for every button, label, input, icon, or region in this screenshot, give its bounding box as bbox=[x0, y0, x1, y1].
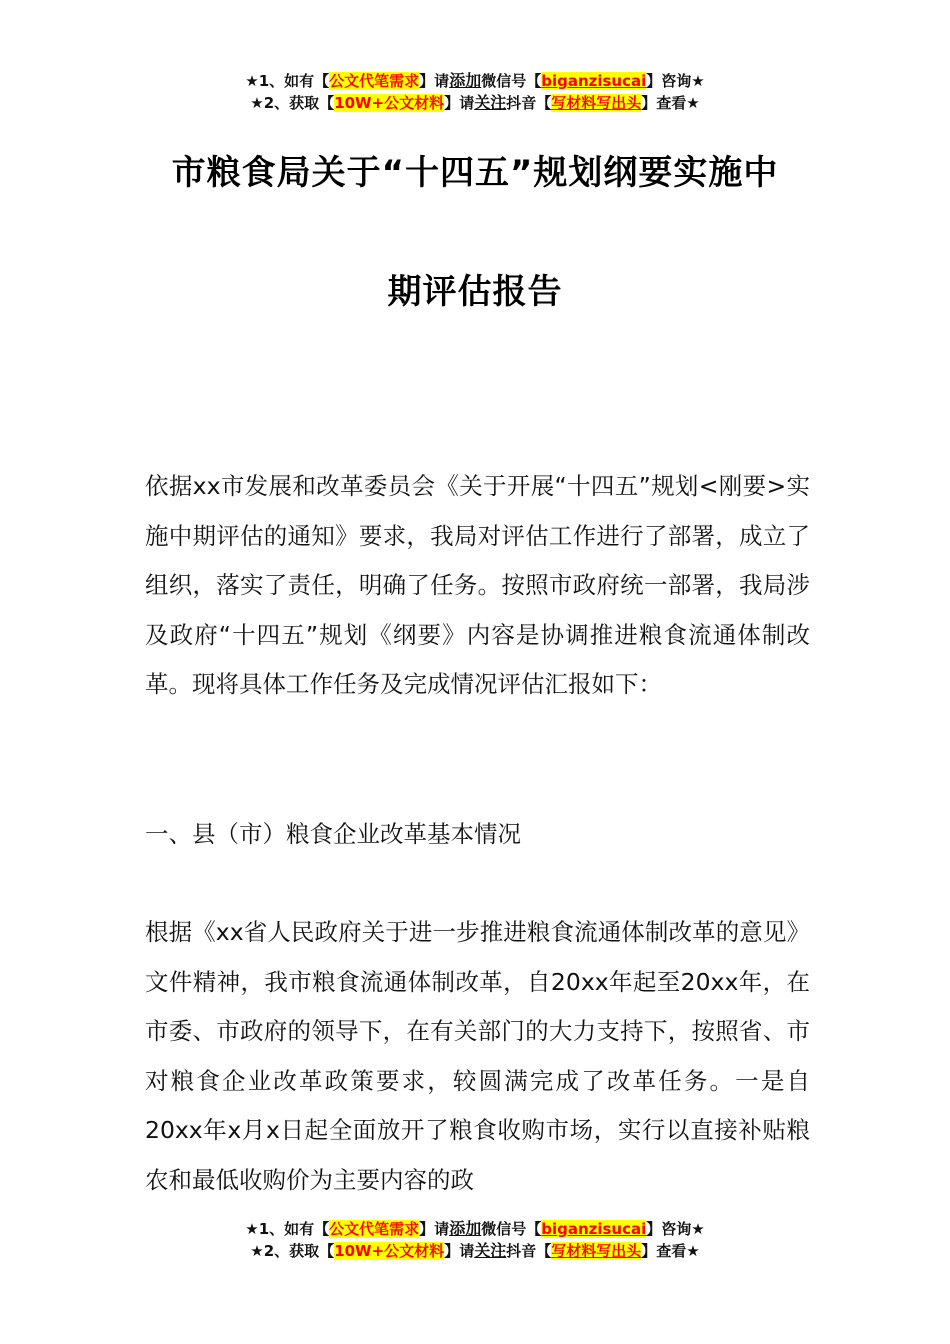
promo-text: 】咨询★ bbox=[646, 72, 705, 90]
promo-underlined: 添加 bbox=[449, 71, 482, 90]
promo-text: 】咨询★ bbox=[646, 1220, 705, 1238]
section-heading-1: 一、县（市）粮食企业改革基本情况 bbox=[145, 820, 521, 848]
promo-text: 微信号【 bbox=[481, 1220, 542, 1238]
promo-underlined: 关注 bbox=[474, 93, 507, 112]
promo-highlight: 公文代笔需求 bbox=[329, 72, 420, 90]
promo-wechat-id: biganzisucai bbox=[541, 72, 647, 90]
promo-line-2 bbox=[0, 1240, 950, 1262]
promo-text: 】请 bbox=[419, 1220, 450, 1238]
promo-text: 】查看★ bbox=[641, 1242, 700, 1260]
promo-text: 抖音【 bbox=[506, 94, 552, 112]
promo-text: 微信号【 bbox=[481, 72, 542, 90]
promo-highlight: 10W+公文材料 bbox=[334, 94, 445, 112]
paragraph-section-1: 根据《xx省人民政府关于进一步推进粮食流通体制改革的意见》文件精神，我市粮食流通体制改革，自20xx年起至20xx年，在市委、市政府的领导下，在有关部门的大力支持下，按照省、市对粮食企业改革政策要求，较圆满完成了改革任务。一是自20xx年x月x日起全面放开了粮食收购市场，实行以直接补贴粮农和最低收购价为主要内容的政 bbox=[145, 918, 810, 1194]
promo-underlined: 关注 bbox=[474, 1241, 507, 1260]
promo-highlight: 公文代笔需求 bbox=[329, 1220, 420, 1238]
promo-text: 】查看★ bbox=[641, 94, 700, 112]
promo-banner-top bbox=[0, 70, 950, 114]
promo-text: ★2、获取【 bbox=[250, 1242, 335, 1260]
document-title-line-1: 市粮食局关于“十四五”规划纲要实施中 bbox=[171, 153, 779, 193]
promo-text: 】请 bbox=[444, 94, 475, 112]
promo-text: ★1、如有【 bbox=[245, 72, 330, 90]
promo-underlined: 添加 bbox=[449, 1219, 482, 1238]
promo-text: 】请 bbox=[444, 1242, 475, 1260]
promo-douyin-id: 写材料写出头 bbox=[551, 94, 642, 112]
paragraph-intro: 依据xx市发展和改革委员会《关于开展“十四五”规划<刚要>实施中期评估的通知》要求，我局对评估工作进行了部署，成立了组织，落实了责任，明确了任务。按照市政府统一部署，我局涉及政府“十四五”规划《纲要》内容是协调推进粮食流通体制改革。现将具体工作任务及完成情况评估汇报如下： bbox=[145, 472, 810, 699]
document-title-line-2: 期评估报告 bbox=[387, 272, 563, 312]
promo-wechat-id: biganzisucai bbox=[541, 1220, 647, 1238]
promo-douyin-id: 写材料写出头 bbox=[551, 1242, 642, 1260]
promo-banner-bottom bbox=[0, 1218, 950, 1262]
promo-text: 抖音【 bbox=[506, 1242, 552, 1260]
promo-line-1 bbox=[0, 1218, 950, 1240]
promo-line-1 bbox=[0, 70, 950, 92]
promo-highlight: 10W+公文材料 bbox=[334, 1242, 445, 1260]
promo-text: 】请 bbox=[419, 72, 450, 90]
promo-line-2 bbox=[0, 92, 950, 114]
promo-text: ★1、如有【 bbox=[245, 1220, 330, 1238]
promo-text: ★2、获取【 bbox=[250, 94, 335, 112]
